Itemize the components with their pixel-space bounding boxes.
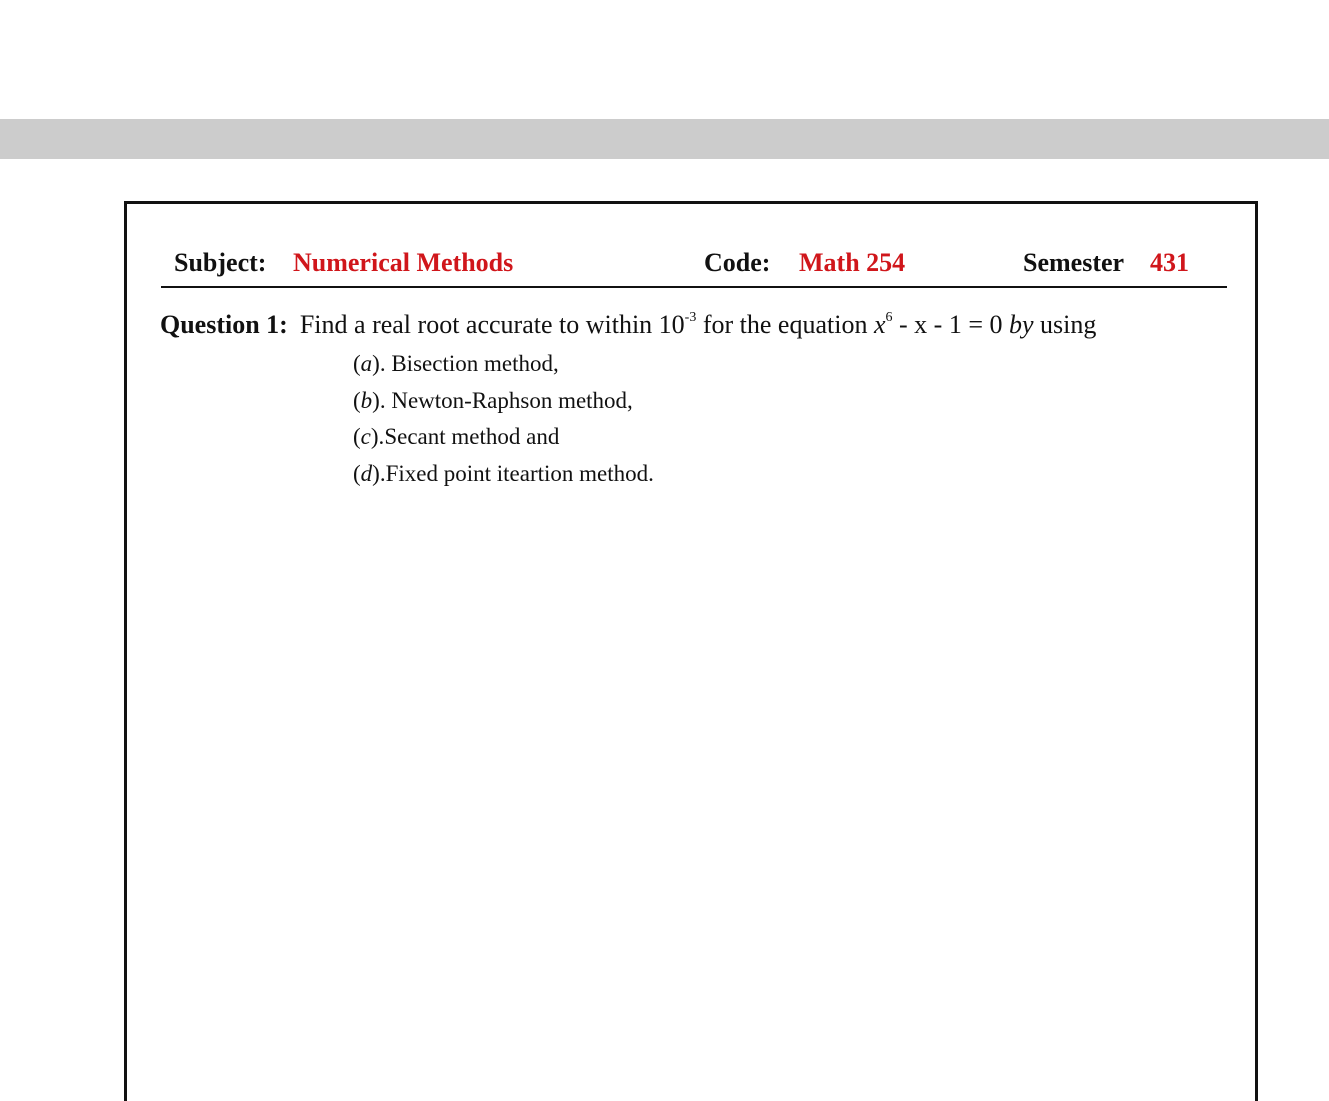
- question-text-before: Find a real root accurate to within 10: [299, 310, 685, 339]
- code-label: Code:: [704, 248, 771, 277]
- semester-label: Semester: [1023, 248, 1125, 277]
- option-text: Secant method and: [384, 424, 560, 449]
- code-value: Math 254: [799, 248, 906, 277]
- exam-header: [161, 246, 1227, 288]
- list-item: (b). Newton-Raphson method,: [353, 387, 633, 413]
- subject-value: Numerical Methods: [293, 248, 514, 277]
- by-word: by: [1008, 310, 1034, 339]
- exam-sheet: [124, 201, 1258, 1101]
- tolerance-exponent: -3: [684, 310, 697, 325]
- equation-power: 6: [885, 310, 893, 325]
- option-text: Bisection method,: [391, 351, 559, 376]
- option-letter: a: [360, 351, 373, 376]
- using-word: using: [1033, 310, 1097, 339]
- option-text: Newton-Raphson method,: [391, 387, 633, 413]
- subject-label: Subject:: [174, 248, 267, 277]
- equation-rest: - x - 1 = 0: [892, 310, 1009, 339]
- question-text-middle: for the equation: [696, 310, 874, 339]
- list-item: (d).Fixed point iteartion method.: [353, 460, 654, 486]
- list-item: (c).Secant method and: [353, 424, 560, 449]
- option-letter: b: [360, 387, 373, 413]
- equation-variable: x: [873, 310, 886, 339]
- question-label: Question 1:: [160, 310, 288, 339]
- top-gray-band: [0, 119, 1329, 159]
- question-text: [300, 310, 1097, 339]
- semester-value: 431: [1150, 248, 1189, 277]
- list-item: (a). Bisection method,: [353, 351, 559, 376]
- option-text: Fixed point iteartion method.: [385, 460, 654, 486]
- option-letter: d: [360, 460, 373, 486]
- method-options: [353, 346, 654, 492]
- option-letter: c: [360, 424, 371, 449]
- question-1: [160, 310, 1096, 340]
